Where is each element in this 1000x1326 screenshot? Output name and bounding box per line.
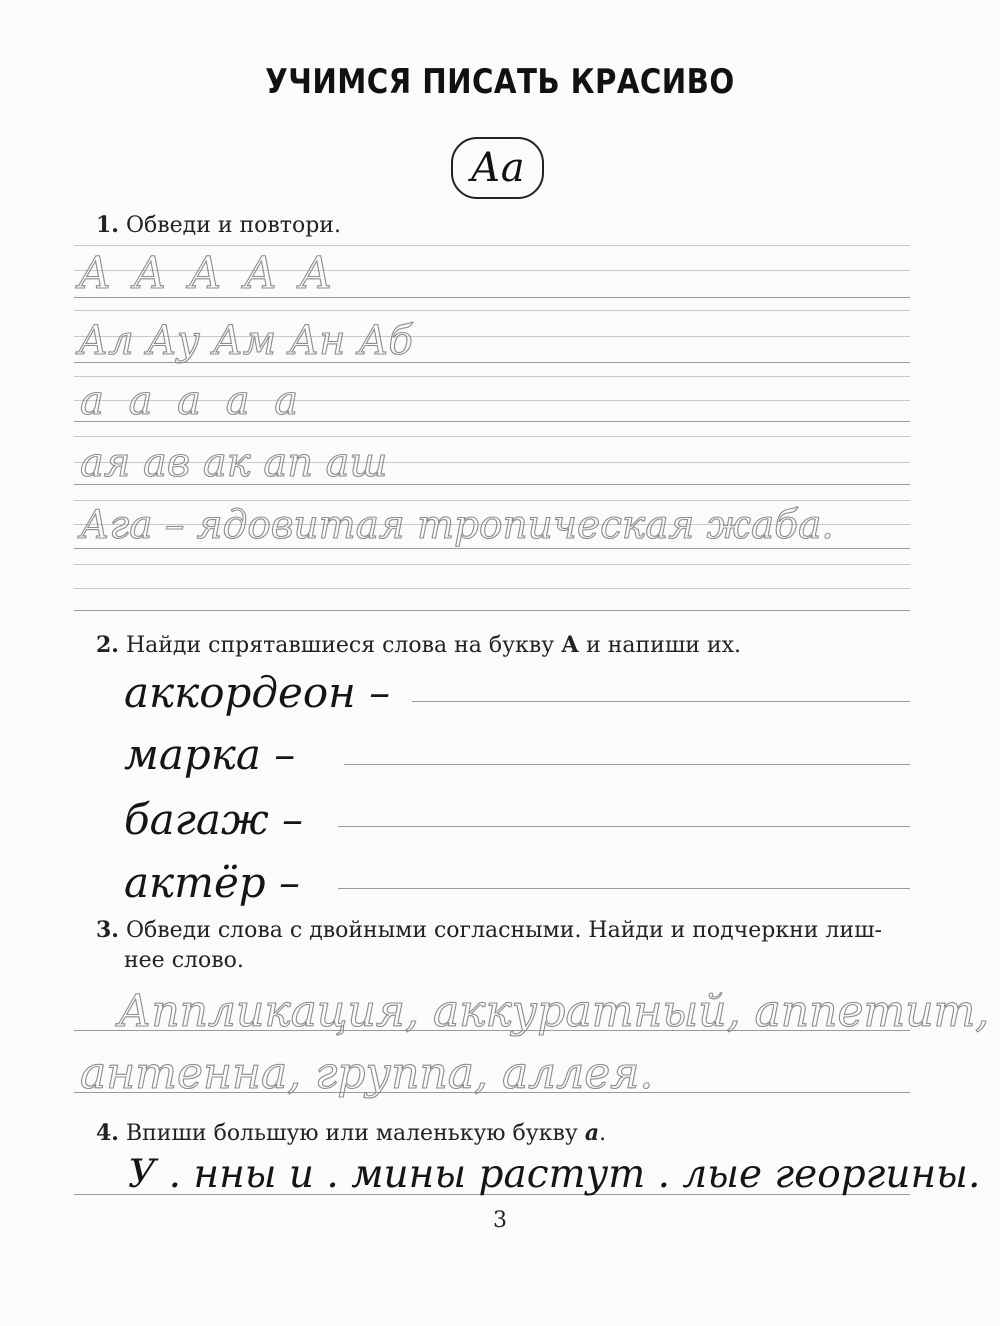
trace-row[interactable]: Аппликация, аккуратный, аппетит,: [118, 986, 990, 1037]
page-number: 3: [493, 1208, 507, 1233]
task-number: 2.: [96, 632, 119, 658]
task-text: Впиши большую или маленькую букву: [125, 1121, 585, 1146]
task-1-instruction: [96, 210, 341, 241]
trace-row[interactable]: А А А А А: [78, 248, 337, 299]
task-text: и напиши их.: [579, 633, 742, 658]
word-bagazh: багаж –: [124, 795, 304, 844]
task-number: 1.: [96, 212, 119, 238]
task-letter: а: [584, 1120, 600, 1146]
fill-in-sentence[interactable]: У . нны и . мины растут . лые георгины.: [128, 1152, 981, 1197]
task-text: Обведи и повтори.: [125, 213, 341, 238]
answer-line[interactable]: [338, 826, 910, 827]
ruling-line: [74, 376, 910, 377]
answer-line[interactable]: [338, 888, 910, 889]
task-number: 3.: [96, 917, 119, 943]
task-text: Обведи слова с двойными согласными. Найди и подчеркни лиш-: [125, 918, 882, 943]
task-4-instruction: [96, 1118, 606, 1149]
task-3-line-2: нее слово.: [124, 948, 244, 973]
ruling-line: [74, 588, 910, 589]
baseline: [74, 548, 910, 549]
task-text: Найди спрятавшиеся слова на букву: [125, 633, 562, 658]
trace-row[interactable]: Ага – ядовитая тропическая жаба.: [80, 503, 834, 548]
task-letter: А: [561, 632, 580, 658]
task-number: 4.: [96, 1120, 119, 1146]
ruling-line: [74, 245, 910, 246]
task-3-line-1: [96, 915, 916, 946]
trace-row[interactable]: Ал Ау Ам Ан Аб: [78, 318, 413, 364]
letter-badge: Аа: [451, 137, 544, 199]
word-akter: актёр –: [124, 858, 301, 907]
ruling-line: [74, 564, 910, 565]
trace-row[interactable]: а а а а а: [80, 378, 305, 424]
task-text: .: [599, 1121, 607, 1146]
trace-row[interactable]: антенна, группа, аллея.: [80, 1048, 654, 1099]
task-3-instruction: [96, 915, 916, 976]
word-accordion: аккордеон –: [124, 668, 391, 717]
trace-row[interactable]: ая ав ак ап аш: [80, 440, 388, 486]
task-2-instruction: [96, 630, 741, 661]
answer-line[interactable]: [344, 764, 910, 765]
ruling-line: [74, 310, 910, 311]
page-title: УЧИМСЯ ПИСАТЬ КРАСИВО: [265, 62, 735, 102]
ruling-line: [74, 500, 910, 501]
answer-line[interactable]: [412, 701, 910, 702]
baseline: [74, 610, 910, 611]
word-marka: марка –: [124, 730, 296, 779]
ruling-line: [74, 436, 910, 437]
